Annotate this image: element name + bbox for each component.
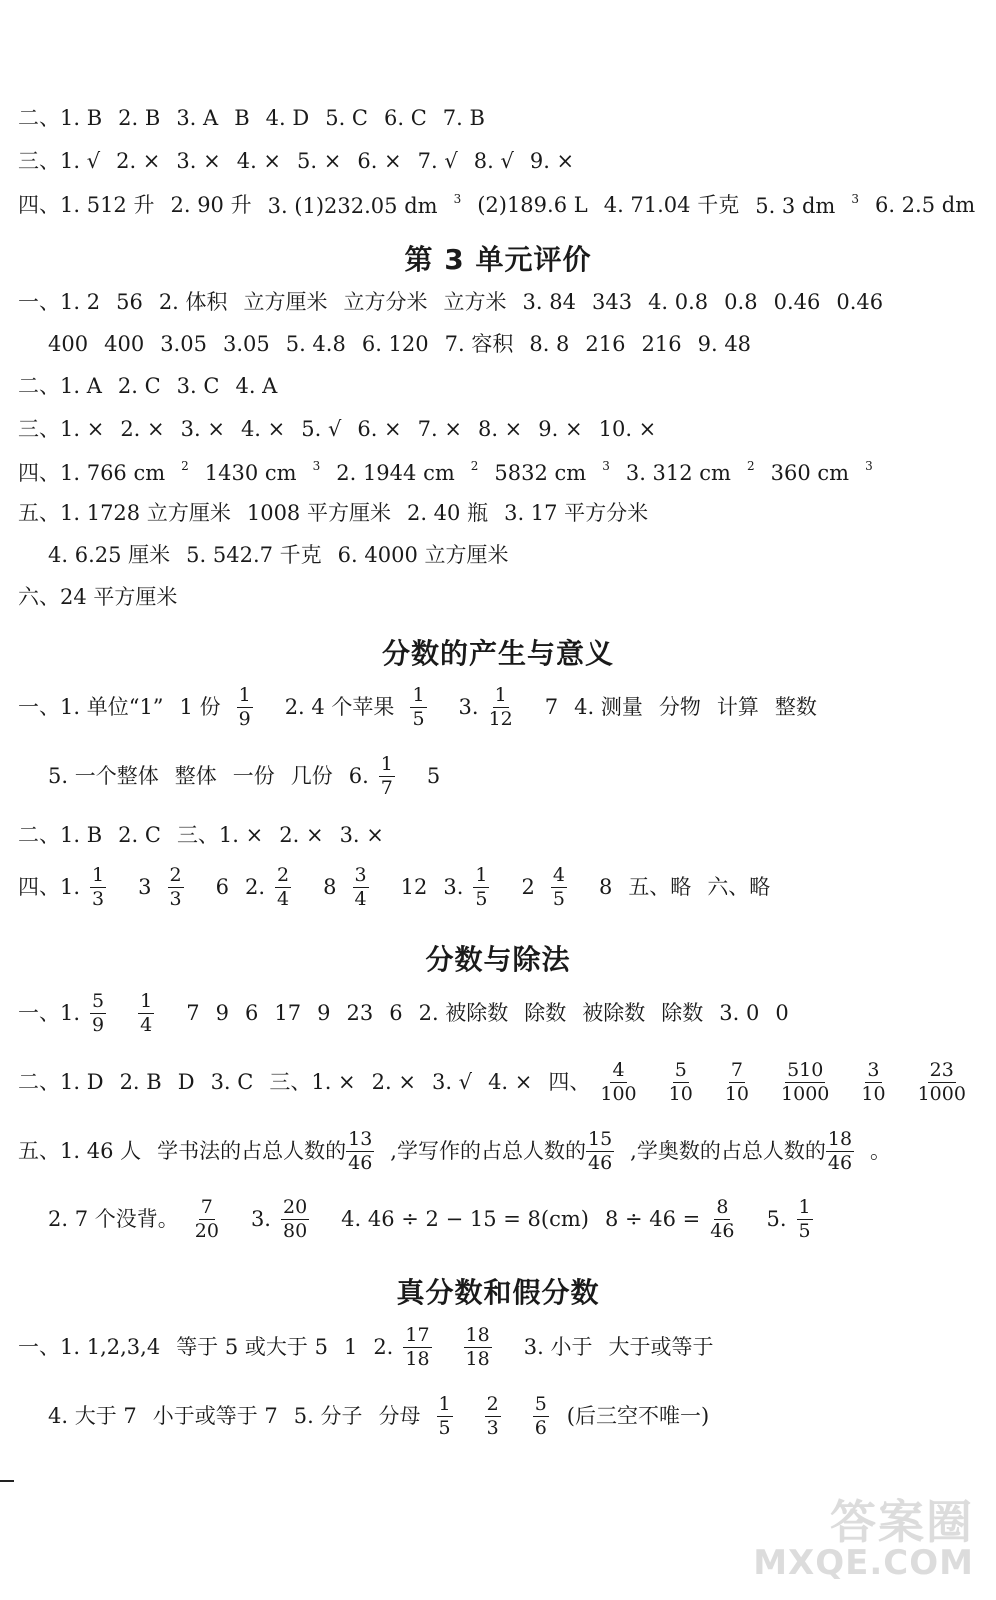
- answer-item: 2.: [244, 875, 266, 899]
- fraction-part: 18: [465, 1348, 490, 1370]
- answer-item: 7. B: [442, 106, 485, 130]
- answer-item: ,学写作的占总人数的: [390, 1139, 586, 1163]
- answer-item: 2.: [373, 1335, 394, 1359]
- answer-item: 3.05: [222, 332, 270, 356]
- answer-item: 56: [116, 290, 143, 314]
- answer-line: [18, 193, 991, 217]
- answer-item: 一、1.: [18, 1001, 81, 1025]
- answer-item: 2. C: [117, 374, 161, 398]
- answer-item: 3: [138, 875, 152, 899]
- answer-item: 3. ×: [339, 823, 384, 847]
- fraction-part: 80: [282, 1220, 308, 1242]
- answer-item: 学书法的占总人数的: [157, 1139, 347, 1163]
- fraction: [918, 1061, 982, 1104]
- answer-item: 一、1. 单位“1”: [18, 695, 164, 719]
- answer-item: 2. B: [119, 1070, 162, 1094]
- answer-item: 六、24 平方厘米: [18, 585, 178, 609]
- answer-item: 3. 17 平方分米: [504, 501, 649, 525]
- fraction: [90, 866, 122, 909]
- answer-item: 8: [323, 875, 337, 899]
- answer-item: 17: [274, 1001, 302, 1025]
- answer-item: 6. ×: [357, 149, 402, 173]
- answer-item: 8: [598, 875, 613, 899]
- answer-item: 2. 40 瓶: [406, 501, 489, 525]
- fraction-part: 10: [668, 1083, 693, 1105]
- fraction-part: 18: [827, 1128, 853, 1150]
- answer-item: 被除数: [582, 1001, 646, 1025]
- answer-item: 三、1. ×: [176, 823, 264, 847]
- answer-item: 400: [104, 332, 145, 356]
- answer-line: [18, 108, 501, 129]
- fraction-part: 7: [380, 777, 393, 799]
- fraction: [533, 1395, 565, 1438]
- answer-item: 7. √: [417, 149, 458, 173]
- fraction-part: 2: [169, 864, 182, 886]
- answer-item: 除数: [524, 1001, 567, 1025]
- answer-item: 0.8: [724, 290, 758, 314]
- fraction-part: 1: [494, 684, 507, 706]
- answer-item: 一、1. 2: [18, 290, 101, 314]
- answer-item: 7: [544, 695, 559, 719]
- answer-item: 6: [244, 1001, 259, 1025]
- fraction-part: 1: [798, 1196, 811, 1218]
- answer-item: 5. 3 dm $^3$: [755, 192, 859, 218]
- fraction-part: 18: [405, 1348, 430, 1370]
- answer-item: (2)189.6 L: [477, 192, 588, 217]
- answer-item: 大于或等于: [608, 1335, 714, 1359]
- fraction-part: 15: [587, 1128, 613, 1150]
- fraction-part: 10: [724, 1083, 750, 1105]
- answer-item: 2. 被除数: [418, 1001, 509, 1025]
- answer-item: 4. 6.25 厘米: [48, 543, 171, 567]
- answer-item: 1 份: [179, 695, 221, 719]
- answer-item: 一、1. 1,2,3,4: [18, 1335, 161, 1359]
- answer-item: 四、1. 766 cm $^2$: [18, 459, 189, 485]
- answer-item: 二、1. B: [18, 106, 103, 130]
- answer-item: 5. 分子: [293, 1404, 363, 1428]
- fraction-part: 4: [140, 1014, 153, 1036]
- answer-line: [18, 1130, 907, 1173]
- fraction: [464, 1326, 508, 1369]
- answer-item: 5: [426, 764, 441, 788]
- answer-item: 2. 1944 cm: [336, 461, 455, 485]
- answer-item: 3. 84: [522, 290, 576, 314]
- section-title: 分数的产生与意义: [381, 637, 614, 670]
- answer-item: 400: [48, 332, 89, 356]
- answer-item: 3. 0: [719, 1001, 760, 1025]
- fraction-part: 46: [587, 1152, 613, 1174]
- fraction: [489, 686, 529, 729]
- answer-item: 分物: [658, 695, 701, 719]
- page-edge-mark: [0, 1480, 14, 1482]
- fraction-part: 1000: [781, 1083, 830, 1105]
- answer-item: 5. 一个整体: [48, 764, 159, 788]
- answer-item: 0.46: [773, 290, 821, 314]
- answer-line: [18, 992, 805, 1035]
- answer-item: 3. √: [431, 1070, 473, 1094]
- fraction-part: 13: [348, 1128, 373, 1150]
- fraction-part: 23: [929, 1059, 954, 1081]
- answer-item: 2. B: [118, 106, 161, 130]
- answer-item: 2. ×: [371, 1070, 416, 1094]
- answer-item: D: [177, 1070, 195, 1094]
- answer-item: 六、略: [707, 875, 771, 899]
- fraction: [168, 866, 200, 909]
- fraction-part: 1: [475, 864, 488, 886]
- answer-item: 3. ×: [176, 149, 221, 173]
- answer-item: 7. 容积: [444, 332, 514, 356]
- fraction-part: 46: [710, 1220, 735, 1242]
- answer-item: 343: [591, 290, 633, 314]
- section-title: 分数与除法: [425, 943, 571, 976]
- fraction: [725, 1061, 765, 1104]
- answer-item: 4. ×: [236, 149, 282, 173]
- fraction-part: 3: [169, 888, 182, 910]
- fraction: [861, 1061, 901, 1104]
- answer-item: 5. 542.7 千克: [186, 543, 322, 567]
- answer-item: 9: [317, 1001, 331, 1025]
- fraction: [379, 755, 411, 798]
- fraction: [710, 1198, 750, 1241]
- answer-item: 小于或等于 7: [152, 1404, 278, 1428]
- answer-item: 。: [870, 1139, 892, 1163]
- fraction: [195, 1198, 235, 1241]
- fraction-part: 7: [730, 1059, 743, 1081]
- answer-item: 5832 cm: [494, 461, 587, 485]
- answer-item: 3.: [458, 695, 479, 719]
- answer-item: 4. 大于 7: [48, 1404, 137, 1428]
- answer-line: [18, 419, 672, 440]
- answer-item: 计算: [716, 695, 759, 719]
- answer-item: 7: [186, 1001, 200, 1025]
- answer-item: 4. ×: [240, 417, 286, 441]
- answer-item: 立方米: [443, 290, 507, 314]
- answer-item: 3. C: [210, 1070, 254, 1094]
- answer-item: 5. 3 dm: [755, 194, 836, 218]
- answer-item: 5.: [766, 1207, 787, 1231]
- answer-item: 1430 cm: [204, 461, 297, 485]
- section-title: 真分数和假分数: [396, 1276, 600, 1309]
- answer-item: 5. ×: [297, 149, 342, 173]
- answer-item: 8. √: [473, 149, 514, 173]
- fraction: [346, 1130, 390, 1173]
- fraction-part: 4: [277, 888, 290, 910]
- answer-item: 1008 平方厘米: [246, 501, 391, 525]
- section-title: 第 3 单元评价: [404, 243, 592, 276]
- fraction: [551, 866, 583, 909]
- answer-item: 五、1. 46 人: [18, 1139, 142, 1163]
- answer-line: [18, 1326, 729, 1369]
- answer-item: 二、1. A: [18, 374, 102, 398]
- answer-line: [18, 1061, 996, 1104]
- answer-line: [48, 545, 525, 566]
- answer-line: [18, 151, 590, 172]
- answer-item: 二、1. D: [18, 1070, 104, 1094]
- answer-item: 2. 7 个没背。: [48, 1207, 179, 1231]
- answer-item: 7. ×: [417, 417, 462, 441]
- answer-item: 6: [215, 875, 229, 899]
- fraction: [353, 866, 385, 909]
- answer-item: 2. ×: [120, 417, 165, 441]
- answer-item: 3.05: [160, 332, 207, 356]
- answer-line: [48, 1198, 845, 1241]
- fraction-part: 2: [277, 864, 290, 886]
- answer-item: 一份: [232, 764, 275, 788]
- answer-item: 8. ×: [477, 417, 523, 441]
- fraction-part: 1: [412, 684, 425, 706]
- answer-item: 4. ×: [488, 1070, 533, 1094]
- fraction-part: 6: [534, 1417, 547, 1439]
- answer-item: 5. 4.8: [285, 332, 346, 356]
- answer-item: 三、1. ×: [18, 417, 105, 441]
- answer-item: 四、1. 766 cm: [18, 461, 166, 485]
- answer-item: 等于 5 或大于 5: [176, 1335, 328, 1359]
- answer-item: 分母: [378, 1404, 421, 1428]
- answer-line: [18, 376, 293, 397]
- fraction-part: 5: [412, 708, 425, 730]
- fraction-part: 4: [354, 888, 367, 910]
- fraction-part: 4: [552, 864, 565, 886]
- fraction-part: 46: [348, 1152, 373, 1174]
- answer-line: [18, 292, 899, 313]
- answer-item: 6.: [348, 764, 369, 788]
- answer-item: 三、1. ×: [269, 1070, 356, 1094]
- answer-item: 三、1. √: [18, 149, 101, 173]
- answer-item: 360 cm $^3$: [770, 459, 873, 485]
- fraction: [669, 1061, 709, 1104]
- fraction-part: 10: [861, 1083, 886, 1105]
- answer-item: 2. 90 升: [170, 192, 252, 217]
- fraction-part: 5: [438, 1417, 451, 1439]
- answer-line: [18, 825, 400, 846]
- answer-item: 2: [521, 875, 535, 899]
- fraction-part: 5: [798, 1220, 811, 1242]
- answer-item: 1430 cm $^3$: [204, 459, 321, 485]
- answer-item: 2. 4 个苹果: [284, 695, 395, 719]
- answer-line: [48, 755, 456, 798]
- answer-item: 4. A: [235, 374, 278, 398]
- fraction-part: 12: [488, 708, 513, 730]
- answer-item: 4. 测量: [574, 695, 643, 719]
- answer-item: 9: [215, 1001, 229, 1025]
- answer-item: 6. 2.5 dm: [874, 192, 976, 217]
- answer-item: 216: [641, 332, 682, 356]
- fraction: [600, 1061, 652, 1104]
- fraction-part: 3: [92, 888, 105, 910]
- fraction-part: 5: [475, 888, 488, 910]
- fraction-part: 1000: [917, 1083, 966, 1105]
- answer-item: 五、略: [628, 875, 692, 899]
- answer-item: 0: [775, 1001, 789, 1025]
- answer-item: 8 ÷ 46 =: [604, 1207, 701, 1231]
- answer-item: 360 cm: [770, 461, 850, 485]
- answer-line: [18, 460, 889, 484]
- fraction: [237, 686, 269, 729]
- answer-item: 3. A: [176, 106, 219, 130]
- fraction: [275, 866, 307, 909]
- answer-item: 5. √: [301, 417, 342, 441]
- answer-item: 四、1.: [18, 875, 81, 899]
- fraction-part: 3: [354, 864, 367, 886]
- fraction: [473, 866, 505, 909]
- answer-item: 3. (1)232.05 dm: [267, 194, 438, 218]
- answer-item: 3. C: [176, 374, 220, 398]
- answer-item: 4. D: [265, 106, 310, 130]
- answer-item: 整数: [774, 695, 817, 719]
- answer-line: [18, 587, 193, 608]
- answer-item: 23: [346, 1001, 374, 1025]
- fraction-part: 9: [92, 1014, 105, 1036]
- answer-item: 2. 体积: [158, 290, 228, 314]
- answer-item: 3. 312 cm: [625, 461, 731, 485]
- answer-item: 12: [400, 875, 428, 899]
- answer-item: 几份: [290, 764, 333, 788]
- answer-line: [18, 503, 664, 524]
- answer-item: 四、1. 512 升: [18, 192, 155, 217]
- fraction: [826, 1130, 870, 1173]
- answer-item: 3. ×: [180, 417, 225, 441]
- answer-item: B: [234, 106, 250, 130]
- fraction: [586, 1130, 630, 1173]
- fraction-part: 5: [92, 990, 105, 1012]
- fraction: [138, 992, 170, 1035]
- fraction-part: 1: [380, 753, 393, 775]
- answer-line: [18, 686, 833, 729]
- fraction: [781, 1061, 845, 1104]
- fraction-part: 9: [238, 708, 251, 730]
- answer-item: 五、1. 1728 立方厘米: [18, 501, 231, 525]
- fraction: [797, 1198, 829, 1241]
- answer-item: 四、: [548, 1070, 591, 1094]
- fraction-part: 3: [867, 1059, 880, 1081]
- answer-item: (后三空不唯一): [566, 1404, 710, 1428]
- fraction: [485, 1395, 517, 1438]
- answer-line: [48, 1395, 725, 1438]
- answer-item: 3.: [250, 1207, 271, 1231]
- fraction-part: 100: [600, 1083, 637, 1105]
- answer-item: 二、1. B: [18, 823, 103, 847]
- answer-item: 6. 120: [361, 332, 429, 356]
- answer-item: 1: [343, 1335, 358, 1359]
- answer-item: 6. 4000 立方厘米: [337, 543, 509, 567]
- answer-item: 3.: [443, 875, 464, 899]
- answer-item: 5. C: [325, 106, 368, 130]
- fraction-part: 46: [827, 1152, 853, 1174]
- answer-item: 2. 1944 cm $^2$: [336, 459, 479, 485]
- fraction: [90, 992, 122, 1035]
- fraction-part: 20: [194, 1220, 219, 1242]
- fraction-part: 4: [612, 1059, 625, 1081]
- fraction-part: 5: [674, 1059, 687, 1081]
- fraction-part: 510: [787, 1059, 824, 1081]
- fraction-part: 1: [438, 1393, 451, 1415]
- answer-item: 6. C: [383, 106, 427, 130]
- fraction-part: 5: [534, 1393, 547, 1415]
- answer-item: 立方厘米: [243, 290, 328, 314]
- answer-item: 8. 8: [529, 332, 570, 356]
- fraction-part: 20: [282, 1196, 308, 1218]
- fraction-part: 17: [405, 1324, 430, 1346]
- fraction-part: 8: [716, 1196, 729, 1218]
- fraction-part: 1: [140, 990, 153, 1012]
- answer-item: 3. 312 cm $^2$: [625, 459, 755, 485]
- answer-item: 4. 0.8: [648, 290, 709, 314]
- answer-item: 6: [389, 1001, 403, 1025]
- answer-item: 立方分米: [343, 290, 428, 314]
- answer-item: 3. 小于: [523, 1335, 593, 1359]
- answer-item: 整体: [174, 764, 217, 788]
- answer-item: 4. 46 ÷ 2 − 15 = 8(cm): [341, 1207, 589, 1231]
- fraction: [403, 1326, 447, 1369]
- answer-item: 10. ×: [598, 417, 657, 441]
- answer-item: 216: [585, 332, 626, 356]
- answer-item: 2. ×: [279, 823, 324, 847]
- fraction-part: 18: [465, 1324, 490, 1346]
- fraction: [281, 1198, 325, 1241]
- answer-item: 9. ×: [538, 417, 583, 441]
- answer-item: 5832 cm $^3$: [494, 459, 610, 485]
- fraction: [410, 686, 442, 729]
- fraction-part: 3: [486, 1417, 499, 1439]
- answer-item: 9. 48: [697, 332, 752, 356]
- answer-item: 3. (1)232.05 dm $^3$: [267, 192, 462, 218]
- fraction-part: 1: [238, 684, 251, 706]
- answer-item: ,学奥数的占总人数的: [630, 1139, 826, 1163]
- answer-item: 除数: [661, 1001, 704, 1025]
- fraction: [437, 1395, 469, 1438]
- fraction-part: 2: [486, 1393, 499, 1415]
- answer-item: 0.46: [836, 290, 884, 314]
- answer-item: 2. C: [118, 823, 161, 847]
- answer-item: 6. ×: [357, 417, 402, 441]
- fraction-part: 5: [552, 888, 565, 910]
- fraction-part: 7: [200, 1196, 213, 1218]
- answer-item: 4. 71.04 千克: [603, 192, 740, 217]
- watermark-logo: 答案圈 MXQE.COM: [753, 1495, 974, 1584]
- answer-item: 9. ×: [529, 149, 575, 173]
- answer-line: [48, 334, 767, 355]
- answer-line: [18, 866, 786, 909]
- fraction-part: 1: [92, 864, 105, 886]
- answer-item: 2. ×: [116, 149, 161, 173]
